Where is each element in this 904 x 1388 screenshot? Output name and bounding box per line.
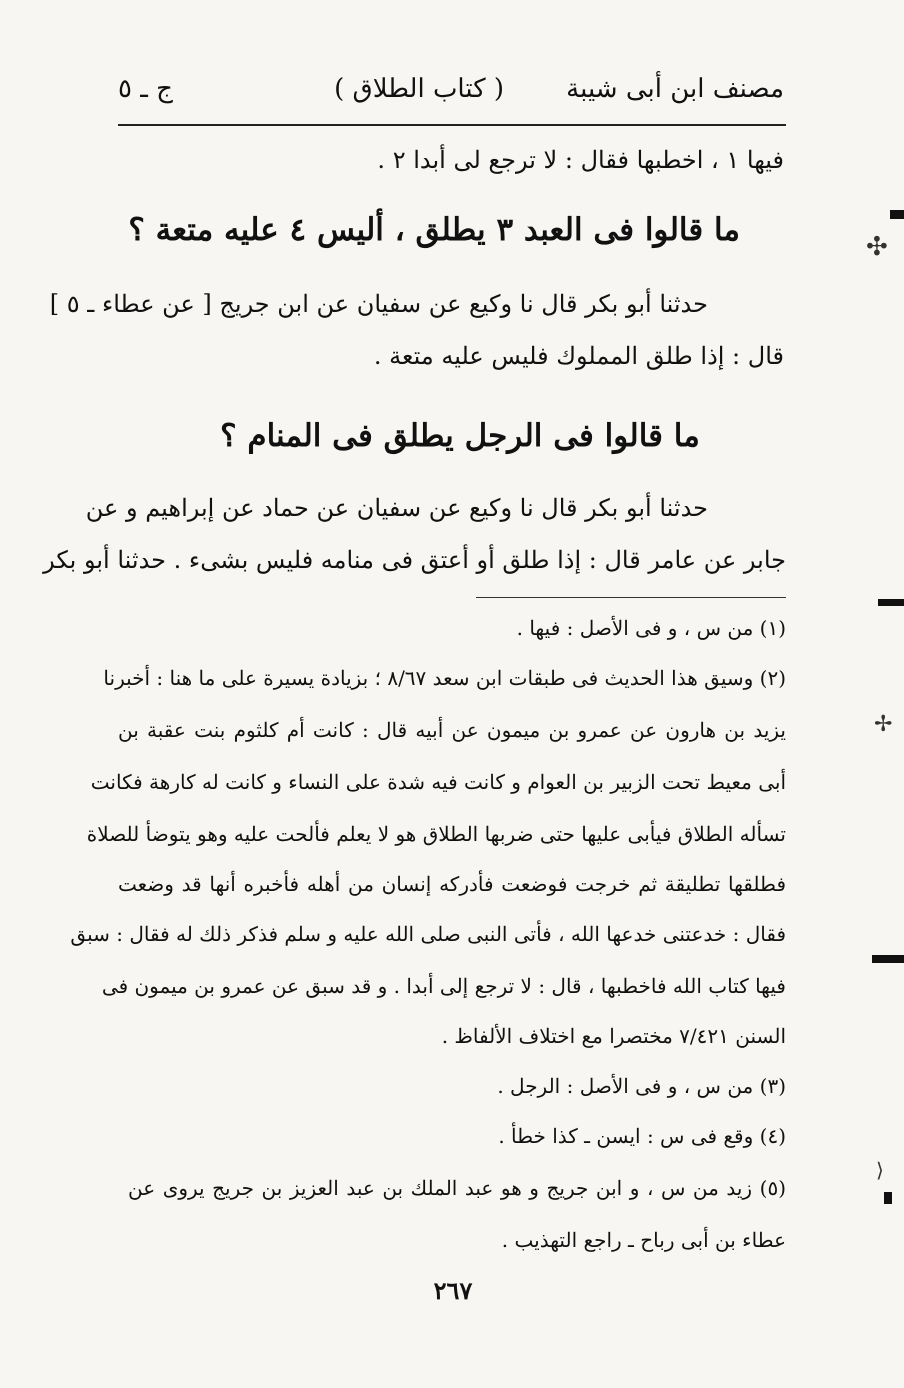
footnote-2-line: فيها كتاب الله فاخطبها ، قال : لا ترجع إلى أبدا . و قد سبق عن عمرو بن ميمون فى (101, 974, 786, 998)
scan-edge-mark (872, 955, 904, 963)
footnote-2-line: أبى معيط تحت الزبير بن العوام و كانت فيه شدة على النساء و كانت له كارهة فكانت (90, 770, 786, 794)
footnote-2-line: يزيد بن هارون عن عمرو بن ميمون عن أبيه قال : كانت أم كلثوم بنت عقبة بن (118, 718, 786, 742)
section1-line: قال : إذا طلق المملوك فليس عليه متعة . (373, 342, 784, 370)
footnote-rule (476, 597, 786, 598)
scan-edge-mark (884, 1192, 892, 1204)
scan-edge-mark (878, 599, 904, 606)
margin-star-mark: ✣ (866, 232, 888, 262)
margin-tick-mark: ⟩ (876, 1158, 884, 1182)
continuation-line: فيها ١ ، اخطبها فقال : لا ترجع لى أبدا ٢ . (377, 146, 784, 174)
footnote-1: (١) من س ، و فى الأصل : فيها . (516, 616, 786, 640)
section1-line: حدثنا أبو بكر قال نا وكيع عن سفيان عن ابن جريج [ عن عطاء ـ ٥ ] (49, 290, 708, 318)
book-title: مصنف ابن أبى شيبة (566, 74, 784, 104)
section-heading-divorce-in-sleep: ما قالوا فى الرجل يطلق فى المنام ؟ (220, 418, 700, 454)
footnote-2-line: فطلقها تطليقة ثم خرجت فوضعت فأدركه إنسان من أهله فأخبره أنها قد وضعت (118, 872, 786, 896)
header-rule (118, 124, 786, 126)
section-heading-slave-divorce: ما قالوا فى العبد ٣ يطلق ، أليس ٤ عليه متعة ؟ (128, 212, 740, 248)
footnote-2-line: السنن ٧/٤٢١ مختصرا مع اختلاف الألفاظ . (441, 1024, 786, 1048)
scan-edge-mark (890, 210, 904, 219)
footnote-3: (٣) من س ، و فى الأصل : الرجل . (497, 1074, 786, 1098)
page-number: ٢٦٧ (433, 1276, 473, 1305)
footnote-5-line: عطاء بن أبى رباح ـ راجع التهذيب . (501, 1228, 786, 1252)
footnote-2-line: تسأله الطلاق فيأبى عليها حتى ضربها الطلاق هو لا يعلم فألحت عليه وهو يتوضأ للصلاة (86, 822, 786, 846)
section2-line: جابر عن عامر قال : إذا طلق أو أعتق فى منامه فليس بشىء . حدثنا أبو بكر (43, 546, 786, 574)
section2-line: حدثنا أبو بكر قال نا وكيع عن سفيان عن حماد عن إبراهيم و عن (85, 494, 708, 522)
volume-label: ج ـ ٥ (118, 74, 173, 104)
footnote-5-line: (٥) زيد من س ، و ابن جريج و هو عبد الملك بن عبد العزيز بن جريج يروى عن (128, 1176, 786, 1200)
chapter-title: ( كتاب الطلاق ) (334, 74, 504, 104)
footnote-2-line: فقال : خدعتنى خدعها الله ، فأتى النبى صلى الله عليه و سلم فذكر ذلك له فقال : سبق (70, 922, 786, 946)
footnote-2-line: (٢) وسيق هذا الحديث فى طبقات ابن سعد ٨/٦٧ ؛ بزيادة يسيرة على ما هنا : أخبرنا (103, 666, 786, 690)
footnote-4: (٤) وقع فى س : ايسن ـ كذا خطأ . (498, 1124, 786, 1148)
running-header (118, 66, 784, 116)
margin-star-mark: ✢ (874, 712, 893, 737)
